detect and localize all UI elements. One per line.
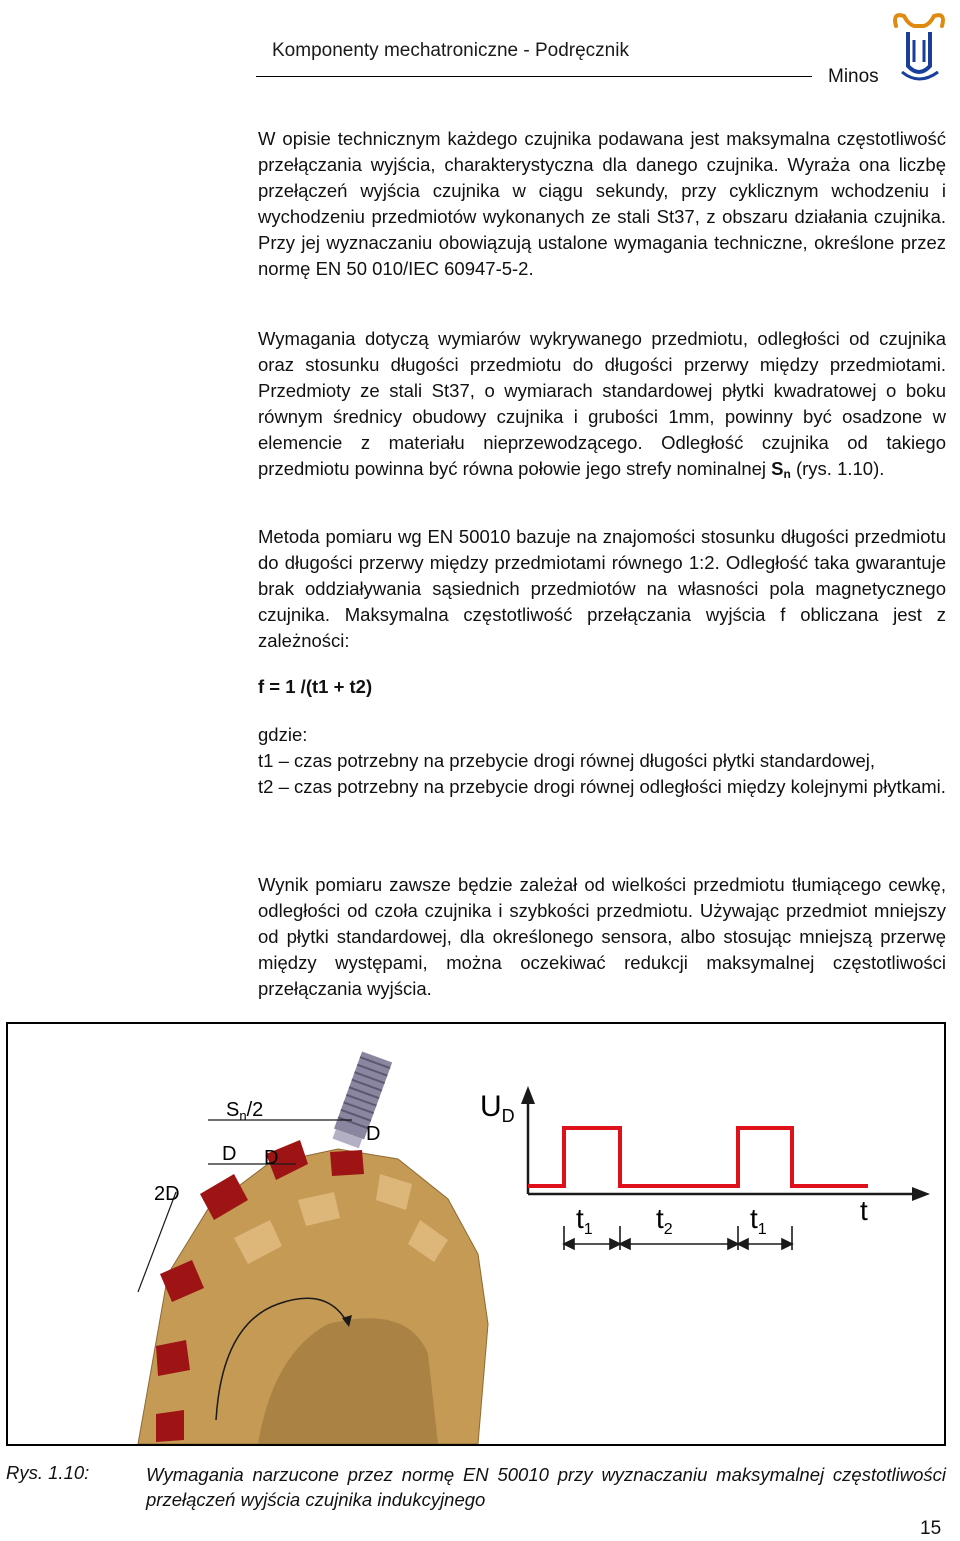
label-ud: $U_D$ (480, 1090, 515, 1126)
label-2d: 2D (154, 1183, 180, 1205)
where-t1: t1 – czas potrzebny na przebycie drogi równej długości płytki standardowej, (258, 750, 875, 771)
header-brand: Minos (828, 66, 879, 87)
minos-logo-icon (884, 6, 954, 86)
steel-plate (156, 1340, 190, 1376)
paragraph-3: Metoda pomiaru wg EN 50010 bazuje na znajomości stosunku długości przedmiotu do długości przerwy między przedmiotami równego 1:2. Odległość taka gwarantuje brak oddziaływania sąsiednich przedmiotów na własności pola magnetycznego czujnika. Maksymalna częstotliwość przełączania wyjścia f obliczana jest z zależności: (258, 526, 946, 651)
formula-legend (258, 722, 946, 800)
paragraph-2: Wymagania dotyczą wymiarów wykrywanego przedmiotu, odległości od czujnika oraz stosunku długości przedmiotu do długości przerwy między przedmiotami. Przedmioty ze stali St37, o wymiarach standardowej płytki kwadratowej o boku równym średnicy obudowy czujnika i grubości 1mm, powinny być osadzone w elemencie z materiału nieprzewodzącego. Odległość czujnika od takiego przedmiotu powinna być równa połowie jego strefy nominalnej $S_n$ (rys. 1.10). (258, 328, 946, 481)
figure-illustration (8, 1024, 944, 1444)
label-t1-first: $t_1$ (576, 1203, 593, 1238)
label-t1-second: $t_1$ (750, 1203, 767, 1238)
where-label: gdzie: (258, 724, 308, 745)
where-t2: t2 – czas potrzebny na przebycie drogi równej odległości między kolejnymi płytkami. (258, 776, 946, 797)
caption-text: Wymagania narzucone przez normę EN 50010 przy wyznaczaniu maksymalnej częstotliwości przełączeń wyjścia czujnika indukcyjnego (146, 1464, 946, 1510)
paragraph-4: Wynik pomiaru zawsze będzie zależał od wielkości przedmiotu tłumiącego cewkę, odległości od czoła czujnika i szybkości przedmiotu. Używając przedmiot mniejszy od płytki standardowej, dla określonego sensora, albo stosując mniejszą przerwę między występami, można oczekiwać redukcji maksymalnej częstotliwości przełączania wyjścia. (258, 874, 946, 999)
header-title: Komponenty mechatroniczne - Podręcznik (272, 40, 629, 61)
label-d3: D (366, 1123, 381, 1145)
figure-frame (6, 1022, 946, 1446)
label-t: t (860, 1195, 868, 1226)
label-d1: D (222, 1143, 237, 1165)
label-sn2: $S_n/2$ (226, 1099, 264, 1123)
page-number: 15 (920, 1518, 942, 1539)
steel-plate (156, 1410, 184, 1442)
caption-label: Rys. 1.10: (6, 1462, 90, 1483)
label-t2: $t_2$ (656, 1203, 673, 1238)
inductive-sensor (331, 1052, 393, 1149)
signal-waveform (528, 1128, 868, 1186)
frequency-formula: f = 1 /(t1 + t2) (258, 676, 373, 697)
paragraph-1: W opisie technicznym każdego czujnika podawana jest maksymalna częstotliwość przełączania wyjścia, charakterystyczna dla danego czujnika. Wyraża ona liczbę przełączeń wyjścia czujnika w ciągu sekundy, przy cyklicznym wchodzeniu i wychodzeniu przedmiotów wykonanych ze stali St37, z obszaru działania czujnika. Przy jej wyznaczaniu obowiązują ustalone wymagania techniczne, określone przez normę EN 50 010/IEC 60947-5-2. (258, 128, 946, 279)
header-rule (256, 76, 812, 77)
steel-plate (330, 1150, 364, 1176)
label-d2: D (264, 1147, 279, 1169)
